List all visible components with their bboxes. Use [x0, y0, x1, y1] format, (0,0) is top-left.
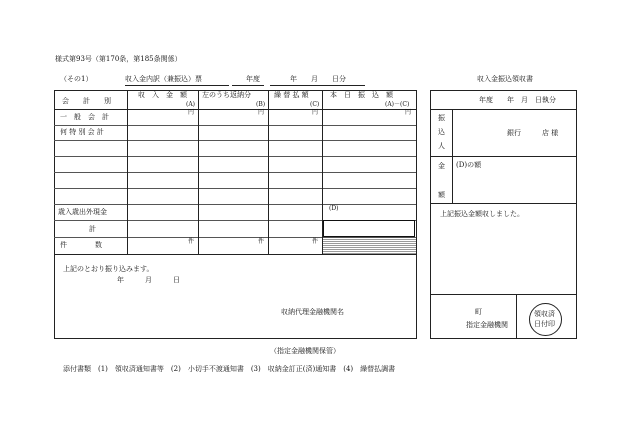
total-deposit-cell [323, 220, 415, 237]
header-refund: 左のうち返納分 [202, 91, 251, 99]
payer-label-1: 振 [438, 114, 445, 122]
date-label: 年 月 日分 [290, 75, 346, 83]
breakdown-title: 収入金内訳（兼振込）票 [125, 75, 202, 83]
received-note: 上記振込金額収しました。 [440, 210, 524, 218]
yen-unit: 円 [188, 109, 195, 116]
row-general-account: 一 般 会 計 [60, 113, 109, 121]
yen-unit: 円 [258, 109, 265, 116]
transfer-date: 年 月 日 [117, 276, 180, 284]
town-label: 町 [475, 308, 482, 316]
header-today-deposit: 本 日 振 込 額 [330, 91, 393, 99]
header-today-deposit-sub: (A)－(C) [385, 101, 410, 108]
yen-unit: 円 [312, 109, 319, 116]
attachments-list: 添付書類 (1) 領収済通知書等 (2) 小切手不渡通知書 (3) 収納金訂正(済)通知書 (4) 繰替払調書 [63, 365, 396, 373]
receipt-title: 収入金振込領収書 [477, 75, 533, 83]
payer-label-3: 人 [438, 142, 445, 150]
receipt-date-line: 年度 年 月 日執分 [479, 96, 556, 104]
row-special-account: 何 特 別 会 計 [60, 128, 104, 136]
payer-label-2: 込 [438, 128, 445, 136]
amount-label-1: 金 [438, 162, 445, 170]
agency-name-label: 収納代理金融機関名 [281, 308, 344, 316]
part-label: （その1） [60, 75, 93, 83]
bank-branch-label: 銀行 店 様 [507, 129, 559, 137]
ken-unit: 件 [312, 238, 319, 245]
keeper-note: （指定金融機関保管） [270, 347, 340, 355]
hatched-cell [323, 238, 416, 254]
header-revenue: 収 入 金 額 [138, 91, 187, 99]
form-number: 様式第93号（第170条，第185条関係） [55, 55, 182, 63]
row-count: 件 数 [60, 241, 102, 249]
d-amount-label: (D)の額 [456, 161, 482, 169]
header-accounting: 会 計 別 [62, 97, 111, 105]
header-transfer-sub: (C) [310, 101, 320, 108]
row-total: 計 [89, 225, 96, 233]
ken-unit: 件 [188, 238, 195, 245]
amount-label-2: 額 [438, 191, 445, 199]
header-transfer: 繰 替 払 額 [274, 91, 309, 99]
header-refund-sub: (B) [256, 101, 266, 108]
fiscal-year-label: 年度 [246, 75, 260, 83]
transfer-note: 上記のとおり振り込みます。 [63, 265, 154, 273]
stamp-text-2: 日付印 [534, 320, 555, 328]
d-mark: (D) [329, 205, 339, 212]
row-outside-cash: 歳入歳出外現金 [58, 208, 107, 216]
header-revenue-sub: (A) [186, 101, 196, 108]
stamp-text-1: 領収済 [534, 310, 555, 318]
ken-unit: 件 [258, 238, 265, 245]
yen-unit: 円 [405, 109, 412, 116]
designated-bank-label: 指定金融機関 [466, 321, 508, 329]
